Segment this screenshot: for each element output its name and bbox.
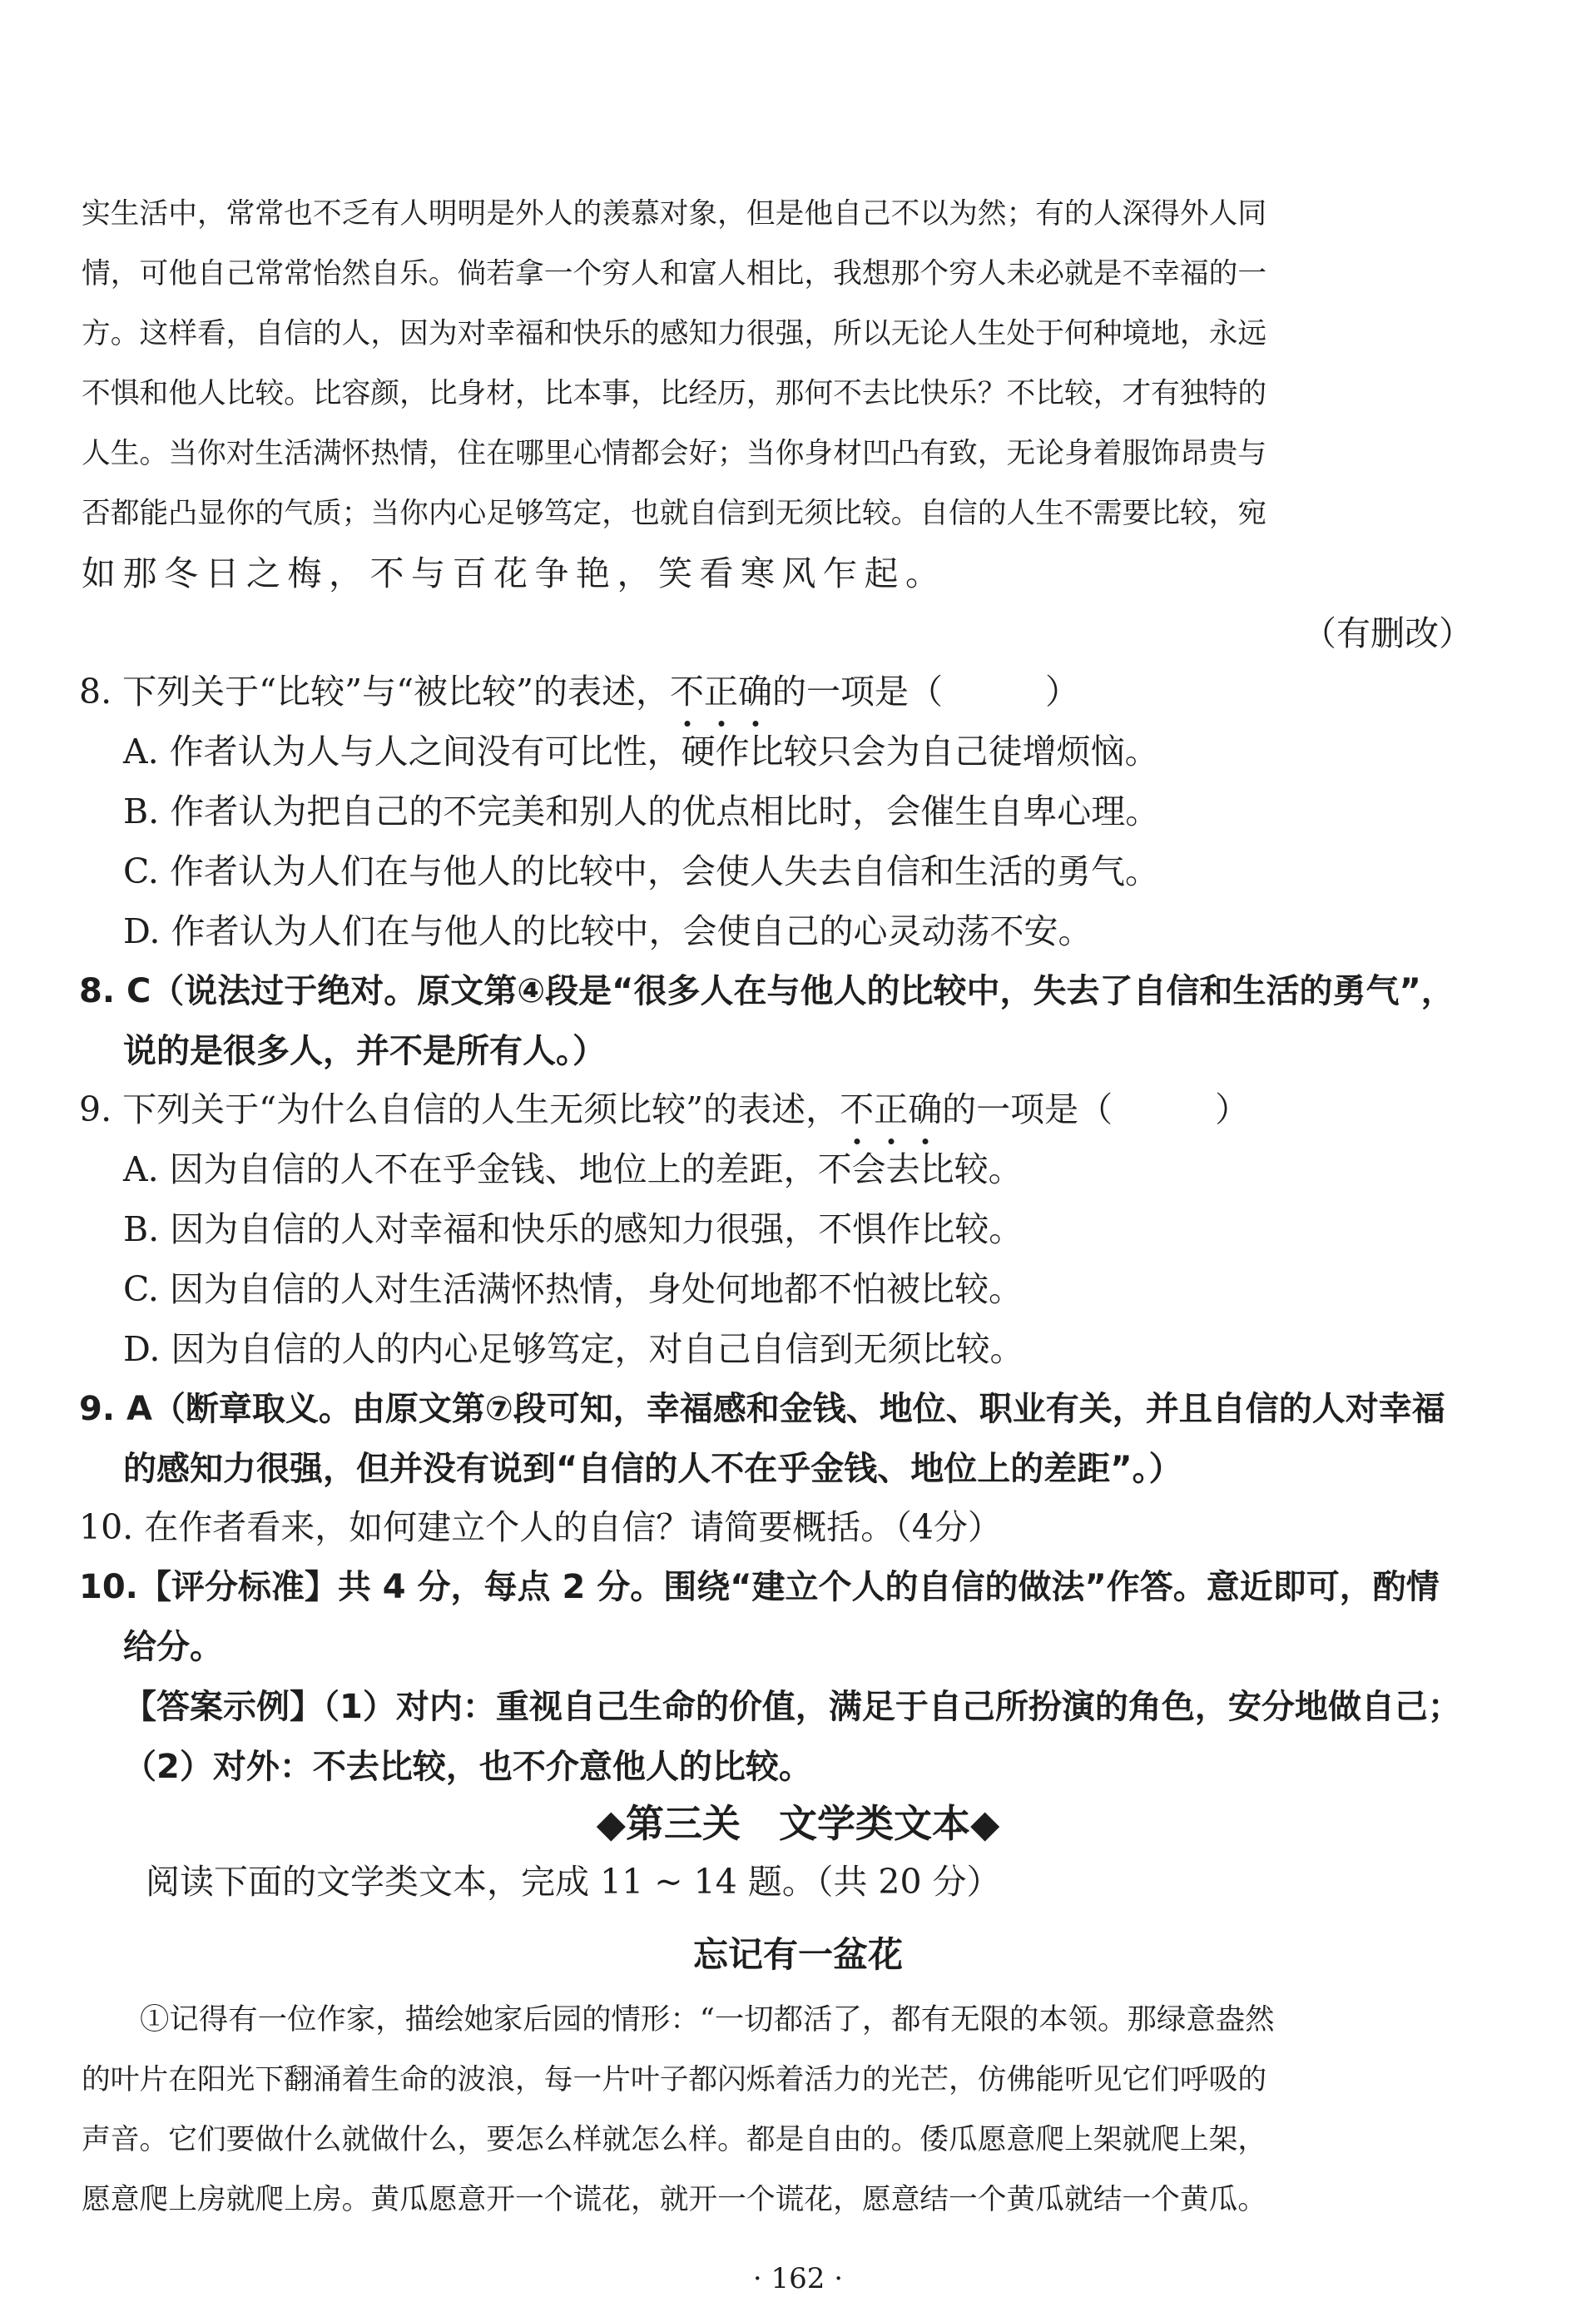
question-8-option-d: D. 作者认为人们在与他人的比较中，会使自己的心灵动荡不安。 [123,911,1093,951]
question-10-stem: 10. 在作者看来，如何建立个人的自信？请简要概括。（4分） [79,1507,1002,1547]
passage-line: 否都能凸显你的气质；当你内心足够笃定，也就自信到无须比较。自信的人生不需要比较，宛 [82,497,1267,530]
emphasis-char: 确 [738,662,772,721]
article-line: 愿意爬上房就爬上房。黄瓜愿意开一个谎花，就开一个谎花，愿意结一个黄瓜就结一个黄瓜。 [82,2183,1267,2216]
question-9-option-a: A. 因为自信的人不在乎金钱、地位上的差距，不会去比较。 [123,1149,1023,1189]
question-9-stem: 9. 下列关于“为什么自信的人生无须比较”的表述，不 正 确 的一项是（ ） [0,1080,1596,1139]
question-8-answer: 8. C（说法过于绝对。原文第④段是“很多人在与他人的比较中，失去了自信和生活的勇气”， [79,972,1455,1010]
page-number: · 162 · [752,2262,844,2295]
emphasis-char: 确 [908,1080,942,1139]
emphasis-char: 不 [670,662,704,721]
question-9-option-c: C. 因为自信的人对生活满怀热情，身处何地都不怕被比较。 [123,1269,1023,1309]
question-10-example: 【答案示例】（1）对内：重视自己生命的价值，满足于自己所扮演的角色，安分地做自己； [123,1688,1461,1726]
question-8-option-a: A. 作者认为人与人之间没有可比性，硬作比较只会为自己徒增烦恼。 [123,732,1159,772]
section-heading: ◆第三关 文学类文本◆ [596,1801,1000,1846]
passage-line: 实生活中，常常也不乏有人明明是外人的羡慕对象，但是他自己不以为然；有的人深得外人同 [82,197,1267,231]
question-8-option-c: C. 作者认为人们在与他人的比较中，会使人失去自信和生活的勇气。 [123,851,1159,891]
article-line: 声音。它们要做什么就做什么，要怎么样就怎么样。都是自由的。倭瓜愿意爬上架就爬上架， [82,2123,1267,2156]
question-8-stem: 8. 下列关于“比较”与“被比较”的表述，不 正 确 的一项是（ ） [0,662,1596,721]
passage-line: 人生。当你对生活满怀热情，住在哪里心情都会好；当你身材凹凸有致，无论身着服饰昂贵与 [82,437,1267,470]
article-title: 忘记有一盆花 [692,1934,903,1975]
question-8-answer-cont: 说的是很多人，并不是所有人。） [123,1032,606,1070]
passage-line: 不惧和他人比较。比容颜，比身材，比本事，比经历，那何不去比快乐？不比较，才有独特的 [82,377,1267,410]
passage-line: 如那冬日之梅，不与百花争艳，笑看寒风乍起。 [82,553,947,593]
article-line: ①记得有一位作家，描绘她家后园的情形：“一切都活了，都有无限的本领。那绿意盎然 [140,2002,1275,2037]
emphasis-char: 正 [874,1080,908,1139]
question-9-option-d: D. 因为自信的人的内心足够笃定，对自己自信到无须比较。 [123,1329,1024,1369]
passage-line: 情，可他自己常常怡然自乐。倘若拿一个穷人和富人相比，我想那个穷人未必就是不幸福的一 [82,257,1267,290]
question-9-answer: 9. A（断章取义。由原文第⑦段可知，幸福感和金钱、地位、职业有关，并且自信的人对幸福 [79,1390,1445,1428]
article-line: 的叶片在阳光下翻涌着生命的波浪，每一片叶子都闪烁着活力的光芒，仿佛能听见它们呼吸的 [82,2063,1267,2096]
question-10-scoring: 10.【评分标准】共 4 分，每点 2 分。围绕“建立个人的自信的做法”作答。意近即可，酌情 [79,1568,1440,1606]
reading-instruction: 阅读下面的文学类文本，完成 11 ~ 14 题。（共 20 分） [146,1862,1001,1902]
source-note: （有删改） [1302,613,1473,653]
question-9-option-b: B. 因为自信的人对幸福和快乐的感知力很强，不惧作比较。 [123,1209,1024,1249]
emphasis-char: 不 [840,1080,874,1139]
question-10-scoring-cont: 给分。 [123,1628,223,1666]
passage-line: 方。这样看，自信的人，因为对幸福和快乐的感知力很强，所以无论人生处于何种境地，永远 [82,317,1267,350]
emphasis-char: 正 [704,662,738,721]
question-10-example-cont: （2）对外：不去比较，也不介意他人的比较。 [123,1748,812,1786]
question-8-option-b: B. 作者认为把自己的不完美和别人的优点相比时，会催生自卑心理。 [123,791,1160,831]
question-9-answer-cont: 的感知力很强，但并没有说到“自信的人不在乎金钱、地位上的差距”。） [123,1450,1182,1488]
